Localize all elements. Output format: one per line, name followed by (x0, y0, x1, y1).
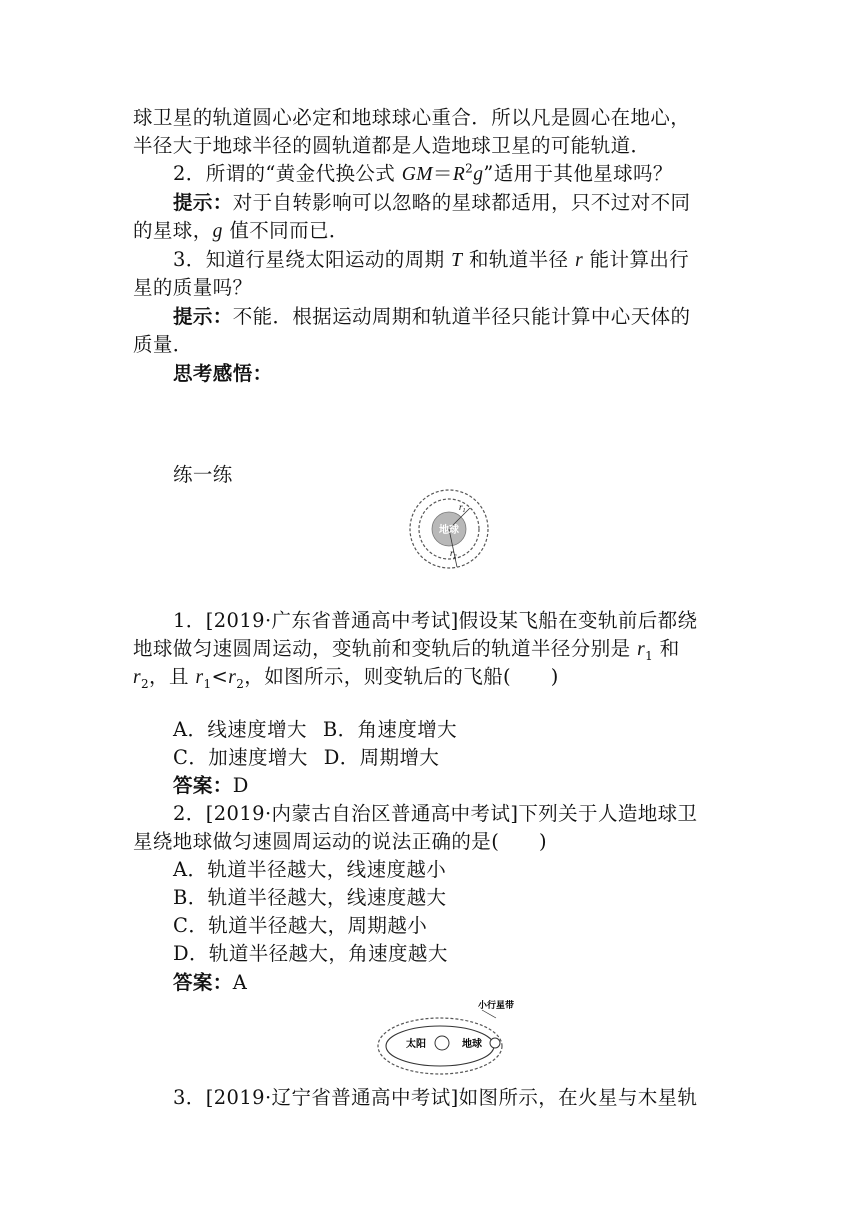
question-3-text-a: 3．知道行星绕太阳运动的周期 (173, 248, 452, 271)
asteroid-belt-figure (370, 996, 540, 1082)
hint-label: 提示： (173, 191, 233, 214)
formula-gm: GM (401, 164, 433, 185)
sun-circle (435, 1036, 449, 1050)
problem-2-answer (173, 969, 773, 997)
r1-subscript: 1 (645, 648, 654, 663)
formula-exponent: 2 (465, 161, 474, 176)
orbit-figure (406, 486, 492, 572)
option-a: A．线速度增大 (173, 718, 307, 741)
hint-2-g: g (212, 221, 223, 242)
problem-2-line-1: 2．[2019·内蒙古自治区普通高中考试]下列关于人造地球卫 (173, 802, 698, 825)
question-2 (173, 160, 773, 189)
problem-1-options-cd (173, 744, 773, 772)
r1-symbol: r (195, 667, 204, 688)
r1-label: $r_1$ (459, 502, 466, 514)
problem-1-options-ab (173, 716, 773, 744)
hint-3-text-1: 不能．根据运动周期和轨道半径只能计算中心天体的 (232, 305, 691, 328)
r2-subscript: 2 (236, 676, 245, 691)
hint-2-text-1: 对于自转影响可以忽略的星球都适用，只不过对不同 (232, 191, 691, 214)
problem-1-text-3b: ，如图所示，则变轨后的飞船( ) (244, 665, 559, 688)
problem-2-line-2: 星绕地球做匀速圆周运动的说法正确的是( ) (133, 830, 548, 853)
earth-label: 地球 (462, 1039, 482, 1050)
problem-1-line-3 (133, 663, 733, 692)
question-2-text-a: 2．所谓的“黄金代换公式 (173, 162, 402, 185)
problem-2-option-c: C．轨道半径越大，周期越小 (173, 914, 428, 937)
formula-r: R (452, 164, 466, 185)
answer-label: 答案： (173, 774, 233, 797)
problem-1-text-2b: 和 (653, 637, 680, 660)
hint-3-line-1 (173, 303, 773, 331)
radius-symbol: r (575, 250, 584, 271)
problem-2-option-b: B．轨道半径越大，线速度越大 (173, 886, 447, 909)
r2-symbol: r (133, 667, 141, 688)
belt-label: 小行星带 (478, 1001, 515, 1011)
practice-heading: 练一练 (173, 463, 233, 486)
less-than: < (211, 665, 229, 688)
r2-label: $r_2$ (450, 548, 457, 560)
problem-1-line-2 (133, 635, 733, 664)
problem-2-option-d: D．轨道半径越大，角速度越大 (173, 942, 448, 965)
hint-3-line-2: 质量． (133, 333, 193, 356)
question-3-text-b: 和轨道半径 (462, 248, 576, 271)
question-3-line-2: 星的质量吗？ (133, 276, 253, 299)
r2-symbol: r (228, 667, 237, 688)
formula-equals: ＝ (432, 162, 453, 185)
hint-2-text-2b: 值不同而已． (222, 219, 349, 242)
question-3-text-c: 能计算出行 (583, 248, 690, 271)
answer-value: D (232, 774, 249, 797)
earth-label: 地球 (439, 525, 459, 536)
problem-1-text-2a: 地球做匀速圆周运动，变轨前和变轨后的轨道半径分别是 (133, 637, 638, 660)
problem-1-answer (173, 772, 773, 800)
hint-label: 提示： (173, 305, 233, 328)
hint-2-text-2a: 的星球， (133, 219, 213, 242)
option-c: C．加速度增大 (173, 746, 308, 769)
question-2-text-b: ”适用于其他星球吗？ (483, 162, 673, 185)
problem-1-line-1: 1．[2019·广东省普通高中考试]假设某飞船在变轨前后都绕 (173, 609, 698, 632)
belt-pointer (482, 1010, 496, 1018)
option-b: B．角速度增大 (322, 718, 458, 741)
hint-2-line-2 (133, 217, 733, 246)
problem-3-line-1: 3．[2019·辽宁省普通高中考试]如图所示，在火星与木星轨 (173, 1086, 698, 1109)
question-3-line-1 (173, 246, 773, 275)
sun-label: 太阳 (406, 1039, 426, 1050)
intro-line-1: 球卫星的轨道圆心必定和地球球心重合．所以凡是圆心在地心， (133, 106, 691, 129)
r2-subscript: 2 (141, 676, 150, 691)
r1-subscript: 1 (203, 676, 212, 691)
r1-symbol: r (637, 639, 646, 660)
answer-label: 答案： (173, 971, 233, 994)
hint-2-line-1 (173, 189, 773, 217)
period-symbol: T (451, 250, 463, 271)
earth-circle (490, 1038, 500, 1048)
problem-2-option-a: A．轨道半径越大，线速度越小 (173, 858, 447, 881)
intro-line-2: 半径大于地球半径的圆轨道都是人造地球卫星的可能轨道． (133, 134, 651, 157)
formula-g: g (473, 164, 484, 185)
reflection-heading: 思考感悟： (173, 362, 273, 385)
option-d: D．周期增大 (323, 746, 440, 769)
answer-value: A (232, 971, 248, 994)
problem-1-text-3a: ，且 (149, 665, 196, 688)
